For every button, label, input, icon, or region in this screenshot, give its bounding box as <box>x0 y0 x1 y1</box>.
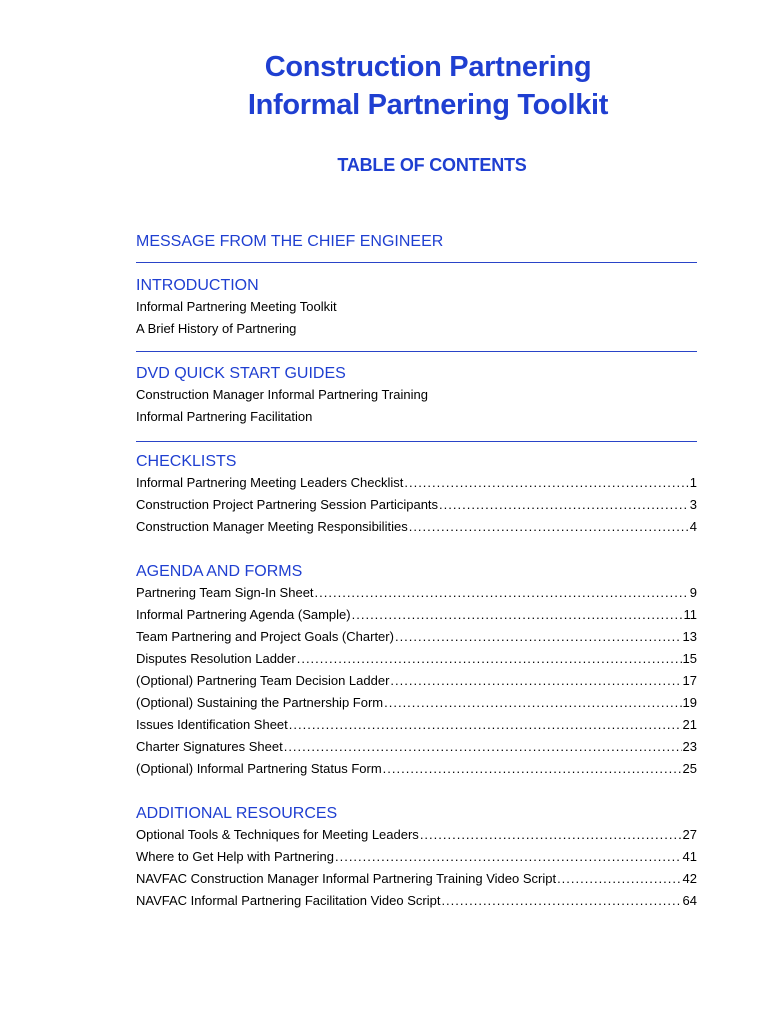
dot-leader <box>439 494 689 516</box>
entry-page-number: 64 <box>682 893 697 908</box>
entry-page-number: 23 <box>682 739 697 754</box>
toc-entry[interactable] <box>136 494 697 516</box>
dot-leader <box>315 582 689 604</box>
entry-page-number: 4 <box>689 519 697 534</box>
entry-label: Construction Manager Informal Partnering Training <box>136 387 428 402</box>
entry-label: NAVFAC Construction Manager Informal Partnering Training Video Script <box>136 871 557 886</box>
dot-leader <box>409 516 689 538</box>
toc-entry[interactable] <box>136 890 697 912</box>
toc-entry[interactable] <box>136 604 697 626</box>
toc-entry[interactable] <box>136 384 697 406</box>
entry-page-number: 11 <box>683 607 697 622</box>
dot-leader <box>395 626 682 648</box>
entry-page-number: 21 <box>682 717 697 732</box>
entry-page-number: 27 <box>682 827 697 842</box>
dot-leader <box>557 868 681 890</box>
toc-entry[interactable] <box>136 648 697 670</box>
entry-label: Issues Identification Sheet <box>136 717 288 732</box>
dot-leader <box>441 890 681 912</box>
toc-entry[interactable] <box>136 516 697 538</box>
entry-label: Construction Project Partnering Session Participants <box>136 497 439 512</box>
entry-label: Optional Tools & Techniques for Meeting Leaders <box>136 827 419 842</box>
section-heading: MESSAGE FROM THE CHIEF ENGINEER <box>136 233 444 250</box>
entry-page-number: 17 <box>682 673 697 688</box>
dot-leader <box>383 758 682 780</box>
toc-entry[interactable] <box>136 296 697 318</box>
dot-leader <box>420 824 682 846</box>
toc-entry[interactable] <box>136 846 697 868</box>
section-heading: DVD QUICK START GUIDES <box>136 365 346 382</box>
entry-label: Informal Partnering Facilitation <box>136 409 313 424</box>
section-message <box>136 232 697 252</box>
entry-label: Team Partnering and Project Goals (Charter) <box>136 629 394 644</box>
toc-entry[interactable] <box>136 824 697 846</box>
entry-page-number: 25 <box>682 761 697 776</box>
section-heading: ADDITIONAL RESOURCES <box>136 805 338 822</box>
toc-entry[interactable] <box>136 472 697 494</box>
dot-leader <box>384 692 681 714</box>
entry-label: Charter Signatures Sheet <box>136 739 283 754</box>
toc-entry[interactable] <box>136 692 697 714</box>
section-introduction <box>136 276 697 340</box>
section-divider <box>136 441 697 442</box>
section-resources <box>136 804 697 912</box>
entry-label: Informal Partnering Meeting Toolkit <box>136 299 337 314</box>
toc-entry[interactable] <box>136 736 697 758</box>
toc-heading: TABLE OF CONTENTS <box>337 155 527 175</box>
toc-entry[interactable] <box>136 758 697 780</box>
entry-page-number: 13 <box>682 629 697 644</box>
title-line-2: Informal Partnering Toolkit <box>247 89 609 121</box>
entry-label: A Brief History of Partnering <box>136 321 297 336</box>
section-agenda <box>136 562 697 780</box>
entry-page-number: 15 <box>682 651 697 666</box>
section-heading: CHECKLISTS <box>136 453 237 470</box>
entry-label: Construction Manager Meeting Responsibilities <box>136 519 408 534</box>
entry-label: Where to Get Help with Partnering <box>136 849 334 864</box>
entry-label: Partnering Team Sign-In Sheet <box>136 585 314 600</box>
toc-entry[interactable] <box>136 626 697 648</box>
entry-label: Disputes Resolution Ladder <box>136 651 296 666</box>
toc-entry[interactable] <box>136 714 697 736</box>
section-divider <box>136 262 697 263</box>
dot-leader <box>352 604 683 626</box>
dot-leader <box>335 846 682 868</box>
toc-entry[interactable] <box>136 868 697 890</box>
entry-page-number: 19 <box>682 695 697 710</box>
entry-page-number: 3 <box>689 497 697 512</box>
section-dvd <box>136 364 697 428</box>
toc-entry[interactable] <box>136 582 697 604</box>
entry-page-number: 41 <box>682 849 697 864</box>
entry-label: (Optional) Informal Partnering Status Form <box>136 761 382 776</box>
entry-page-number: 9 <box>689 585 697 600</box>
toc-entry[interactable] <box>136 406 697 428</box>
entry-label: Informal Partnering Meeting Leaders Checklist <box>136 475 404 490</box>
section-heading: INTRODUCTION <box>136 277 259 294</box>
section-divider <box>136 351 697 352</box>
section-checklists <box>136 452 697 538</box>
entry-label: (Optional) Partnering Team Decision Ladder <box>136 673 390 688</box>
title-line-1: Construction Partnering <box>264 51 592 83</box>
toc-entry[interactable] <box>136 670 697 692</box>
toc-entry[interactable] <box>136 318 697 340</box>
entry-label: (Optional) Sustaining the Partnership Form <box>136 695 384 710</box>
dot-leader <box>284 736 682 758</box>
entry-page-number: 1 <box>689 475 697 490</box>
document-title <box>0 48 770 124</box>
section-heading: AGENDA AND FORMS <box>136 563 303 580</box>
dot-leader <box>297 648 682 670</box>
entry-label: NAVFAC Informal Partnering Facilitation Video Script <box>136 893 441 908</box>
entry-label: Informal Partnering Agenda (Sample) <box>136 607 351 622</box>
entry-page-number: 42 <box>682 871 697 886</box>
dot-leader <box>289 714 682 736</box>
dot-leader <box>390 670 681 692</box>
dot-leader <box>404 472 688 494</box>
